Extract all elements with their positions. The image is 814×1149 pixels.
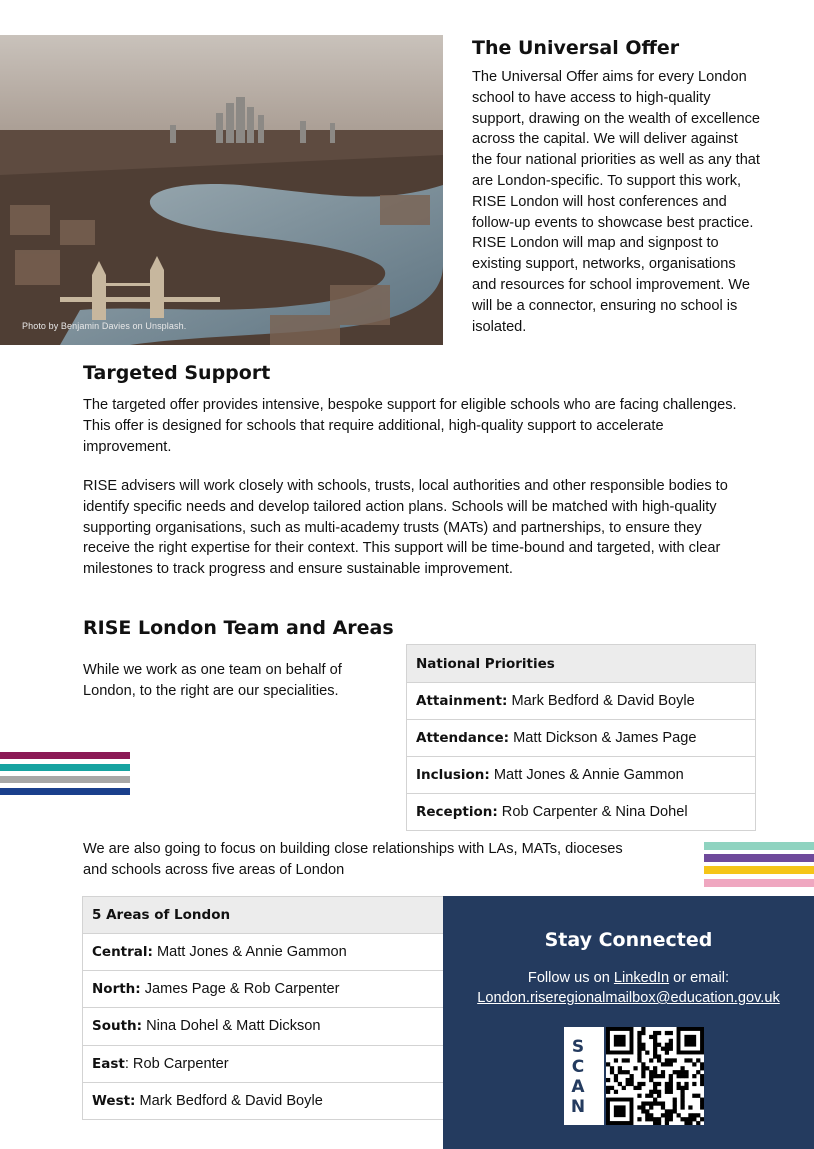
table-header: National Priorities [407, 645, 756, 683]
london-skyline-photo [0, 35, 443, 345]
national-priorities-table [406, 644, 756, 831]
stripe [704, 866, 814, 874]
universal-offer-heading: The Universal Offer [472, 37, 680, 59]
linkedin-link[interactable]: LinkedIn [613, 970, 670, 986]
table-row [407, 683, 756, 720]
row-label: Attendance: [416, 730, 510, 746]
row-label: Attainment: [416, 693, 508, 709]
targeted-support-paragraph-1: The targeted offer provides intensive, bespoke support for eligible schools who are facing challenges. This offer is designed for schools that require additional, high-quality support to accelerate improvement. [83, 397, 737, 455]
email-link[interactable]: London.riseregionalmailbox@education.gov.uk [477, 990, 780, 1006]
stripe [0, 764, 130, 771]
table-row [407, 720, 756, 757]
team-areas-heading: RISE London Team and Areas [83, 617, 394, 639]
areas-focus-text: We are also going to focus on building close relationships with LAs, MATs, dioceses and schools across five areas of London [83, 841, 623, 878]
stripe [0, 776, 130, 783]
table-row [83, 1045, 444, 1082]
follow-line [443, 970, 814, 986]
table-row [83, 1082, 444, 1119]
arrow-right-icon [592, 1027, 604, 1125]
row-label: East [92, 1055, 125, 1072]
follow-suffix: or email: [669, 970, 730, 986]
row-names: Matt Jones & Annie Gammon [489, 767, 684, 783]
row-names: Mark Bedford & David Boyle [507, 693, 695, 709]
row-names: Mark Bedford & David Boyle [135, 1092, 323, 1109]
table-row [407, 757, 756, 794]
stripe [704, 842, 814, 850]
targeted-support-paragraph-2: RISE advisers will work closely with schools, trusts, local authorities and other responsible bodies to identify specific needs and develop tailored action plans. Schools will be matched with high-quality supporting organisations, such as multi-academy trusts (MATs) and partnerships, to ensure they receive the right expertise for their context. This support will be time-bound and targeted, with clear milestones to track progress and ensure sustainable improvement. [83, 478, 728, 578]
table-row [83, 1008, 444, 1045]
table-row [83, 971, 444, 1008]
qr-code[interactable] [606, 1027, 704, 1125]
stripe [704, 879, 814, 887]
row-label: West: [92, 1092, 136, 1109]
stripe [0, 752, 130, 759]
row-label: Inclusion: [416, 767, 490, 783]
follow-prefix: Follow us on [527, 970, 614, 986]
row-names: Nina Dohel & Matt Dickson [142, 1018, 321, 1035]
targeted-support-heading: Targeted Support [83, 362, 271, 384]
row-names: Matt Dickson & James Page [509, 730, 697, 746]
stay-connected-panel [443, 896, 814, 1149]
stripe [704, 854, 814, 862]
scan-text: S C A N [570, 1037, 586, 1117]
row-label: Reception: [416, 804, 498, 820]
table-row [83, 934, 444, 971]
universal-offer-text: The Universal Offer aims for every London school to have access to high-quality support, drawing on the wealth of excellence across the capital. We will deliver against the four national priorities as well as any that are London-specific. To support this work, RISE London will host conferences and follow-up events to showcase best practice. RISE London will map and signpost to existing support, networks, organisations and resources for school improvement. We will be a connector, ensuring no school is isolated. [472, 69, 760, 335]
table-header: 5 Areas of London [83, 897, 444, 934]
stay-connected-heading: Stay Connected [544, 929, 713, 951]
london-areas-table [82, 896, 444, 1120]
row-label: South: [92, 1018, 143, 1035]
row-names: Rob Carpenter & Nina Dohel [497, 804, 688, 820]
row-names: : Rob Carpenter [124, 1055, 229, 1072]
stripe [0, 788, 130, 795]
row-label: Central: [92, 944, 153, 961]
scan-label [564, 1027, 604, 1125]
photo-credit: Photo by Benjamin Davies on Unsplash. [22, 321, 187, 331]
row-names: Matt Jones & Annie Gammon [152, 944, 347, 961]
team-intro-text: While we work as one team on behalf of London, to the right are our specialities. [83, 662, 342, 699]
row-label: North: [92, 981, 141, 998]
table-row [407, 794, 756, 831]
row-names: James Page & Rob Carpenter [140, 981, 340, 998]
